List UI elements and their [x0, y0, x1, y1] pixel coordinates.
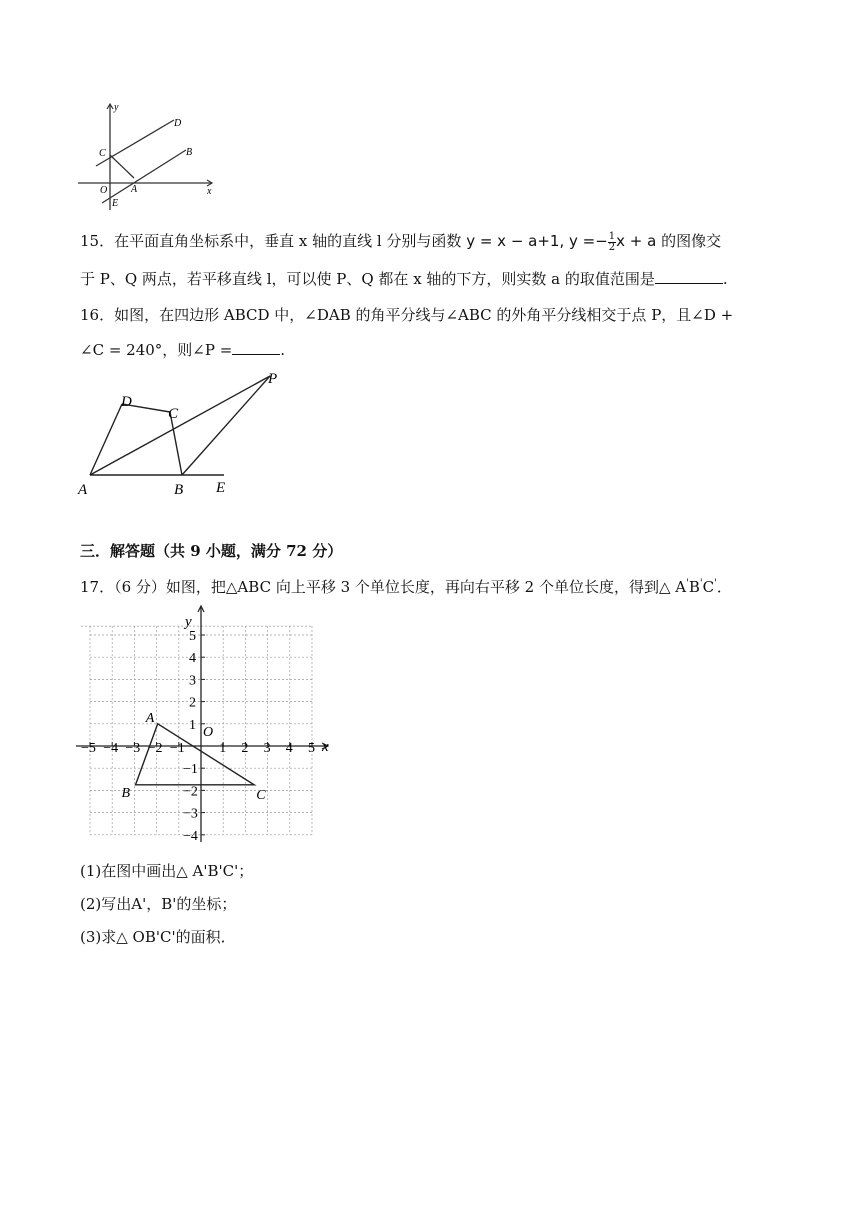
grid-label-b: B	[121, 785, 131, 801]
q17-sub-2: (2)写出A'，B'的坐标；	[80, 895, 237, 913]
y-tick-label: −1	[183, 762, 198, 778]
q17-intro-c: C	[702, 578, 715, 596]
q15-text-a: 15．在平面直角坐标系中，垂直 x 轴的直线 l 分别与函数	[80, 232, 467, 250]
q15-eq-2: x + a	[616, 232, 657, 250]
x-tick-label: −5	[81, 741, 96, 756]
fig14-label-d: D	[174, 118, 182, 129]
x-tick-label: 3	[263, 741, 271, 756]
q15-text-b: 的图像交	[656, 232, 722, 250]
grid-label-origin: O	[203, 725, 214, 740]
fig16-bisector-bp	[182, 376, 270, 475]
fig14-label-x: x	[207, 186, 212, 197]
fig16-bisector-ap	[90, 376, 270, 475]
x-tick-label: 2	[241, 741, 249, 756]
x-tick-label: −3	[125, 741, 141, 756]
y-tick-label: −2	[183, 784, 198, 800]
fig14-line-eb	[102, 150, 186, 203]
q15-period: .	[722, 270, 728, 288]
q17-sub-3: (3)求△ OB'C'的面积．	[80, 928, 236, 946]
fig14-line-cd	[96, 120, 174, 166]
x-tick-label: 5	[308, 741, 315, 756]
y-tick-label: 3	[189, 673, 196, 689]
fig14-label-b: B	[186, 147, 193, 158]
y-tick-label: 5	[189, 629, 196, 644]
x-tick-label: 1	[219, 741, 227, 756]
q17-intro-a: 17．（6 分）如图，把△ABC 向上平移 3 个单位长度，再向右平移 2 个单位长度，得到△ A	[80, 578, 687, 596]
figure-q17-grid	[74, 602, 344, 848]
fig14-label-e: E	[112, 198, 119, 209]
x-tick-label: −1	[169, 741, 185, 756]
fig16-label-p: P	[268, 371, 278, 387]
grid-label-c: C	[256, 787, 266, 803]
x-tick-label: 4	[285, 741, 293, 756]
y-tick-label: 1	[189, 717, 196, 733]
fig16-side-ad	[90, 404, 122, 475]
q16-line-2	[80, 339, 285, 361]
q15-eq-1: y = x − a+1, y =−	[466, 232, 608, 250]
q17-intro-end: ．	[716, 578, 732, 596]
q17-prime-b: '	[699, 578, 703, 589]
q17-intro-b: B	[688, 578, 700, 596]
q16-answer-blank[interactable]	[232, 340, 280, 355]
q15-frac-den: 2	[608, 241, 616, 253]
q15-text-c: 于 P、Q 两点，若平移直线 l，可以使 P、Q 都在 x 轴的下方，则实数 a 的取值范围是	[80, 270, 655, 288]
q17-intro	[80, 573, 732, 598]
fig16-label-b: B	[174, 482, 184, 498]
grid-label-y: y	[185, 613, 192, 630]
figure-q14	[74, 98, 220, 214]
fig16-label-a: A	[78, 482, 88, 498]
y-tick-label: −4	[183, 828, 198, 844]
fig14-label-o: O	[100, 185, 108, 196]
grid-tick-labels	[81, 629, 315, 844]
x-tick-label: −2	[147, 741, 163, 756]
q15-line-2	[80, 268, 728, 290]
fig14-label-y: y	[114, 102, 119, 113]
q17-prime-a: '	[686, 578, 689, 589]
fig16-label-d: D	[121, 394, 132, 410]
q17-prime-c: '	[714, 578, 717, 589]
grid-lines	[81, 626, 312, 835]
q15-answer-blank[interactable]	[655, 269, 723, 284]
x-tick-label: −4	[103, 741, 119, 756]
fig16-label-e: E	[216, 480, 226, 496]
y-tick-label: 2	[189, 695, 196, 711]
q15-fraction	[608, 232, 616, 253]
q17-sub-1: (1)在图中画出△ A'B'C'；	[80, 862, 254, 880]
fig16-label-c: C	[168, 406, 179, 422]
figure-q16	[74, 366, 294, 500]
q16-text: ∠C = 240°，则∠P =	[80, 341, 233, 359]
q16-period: .	[280, 341, 286, 359]
section-title: 三．解答题（共 9 小题，满分 72 分）	[80, 542, 343, 560]
q15-frac-num: 1	[608, 230, 616, 242]
q15-line-1	[80, 230, 721, 253]
fig14-label-a: A	[131, 184, 138, 195]
y-tick-label: 4	[189, 651, 196, 667]
fig14-segment-ca	[110, 155, 134, 178]
grid-label-a: A	[145, 710, 155, 726]
grid-label-x: x	[322, 739, 329, 755]
q16-line-1: 16．如图，在四边形 ABCD 中，∠DAB 的角平分线与∠ABC 的外角平分线相交于点 P，且∠D +	[80, 306, 734, 324]
y-tick-label: −3	[183, 806, 198, 822]
fig14-label-c: C	[99, 148, 106, 159]
